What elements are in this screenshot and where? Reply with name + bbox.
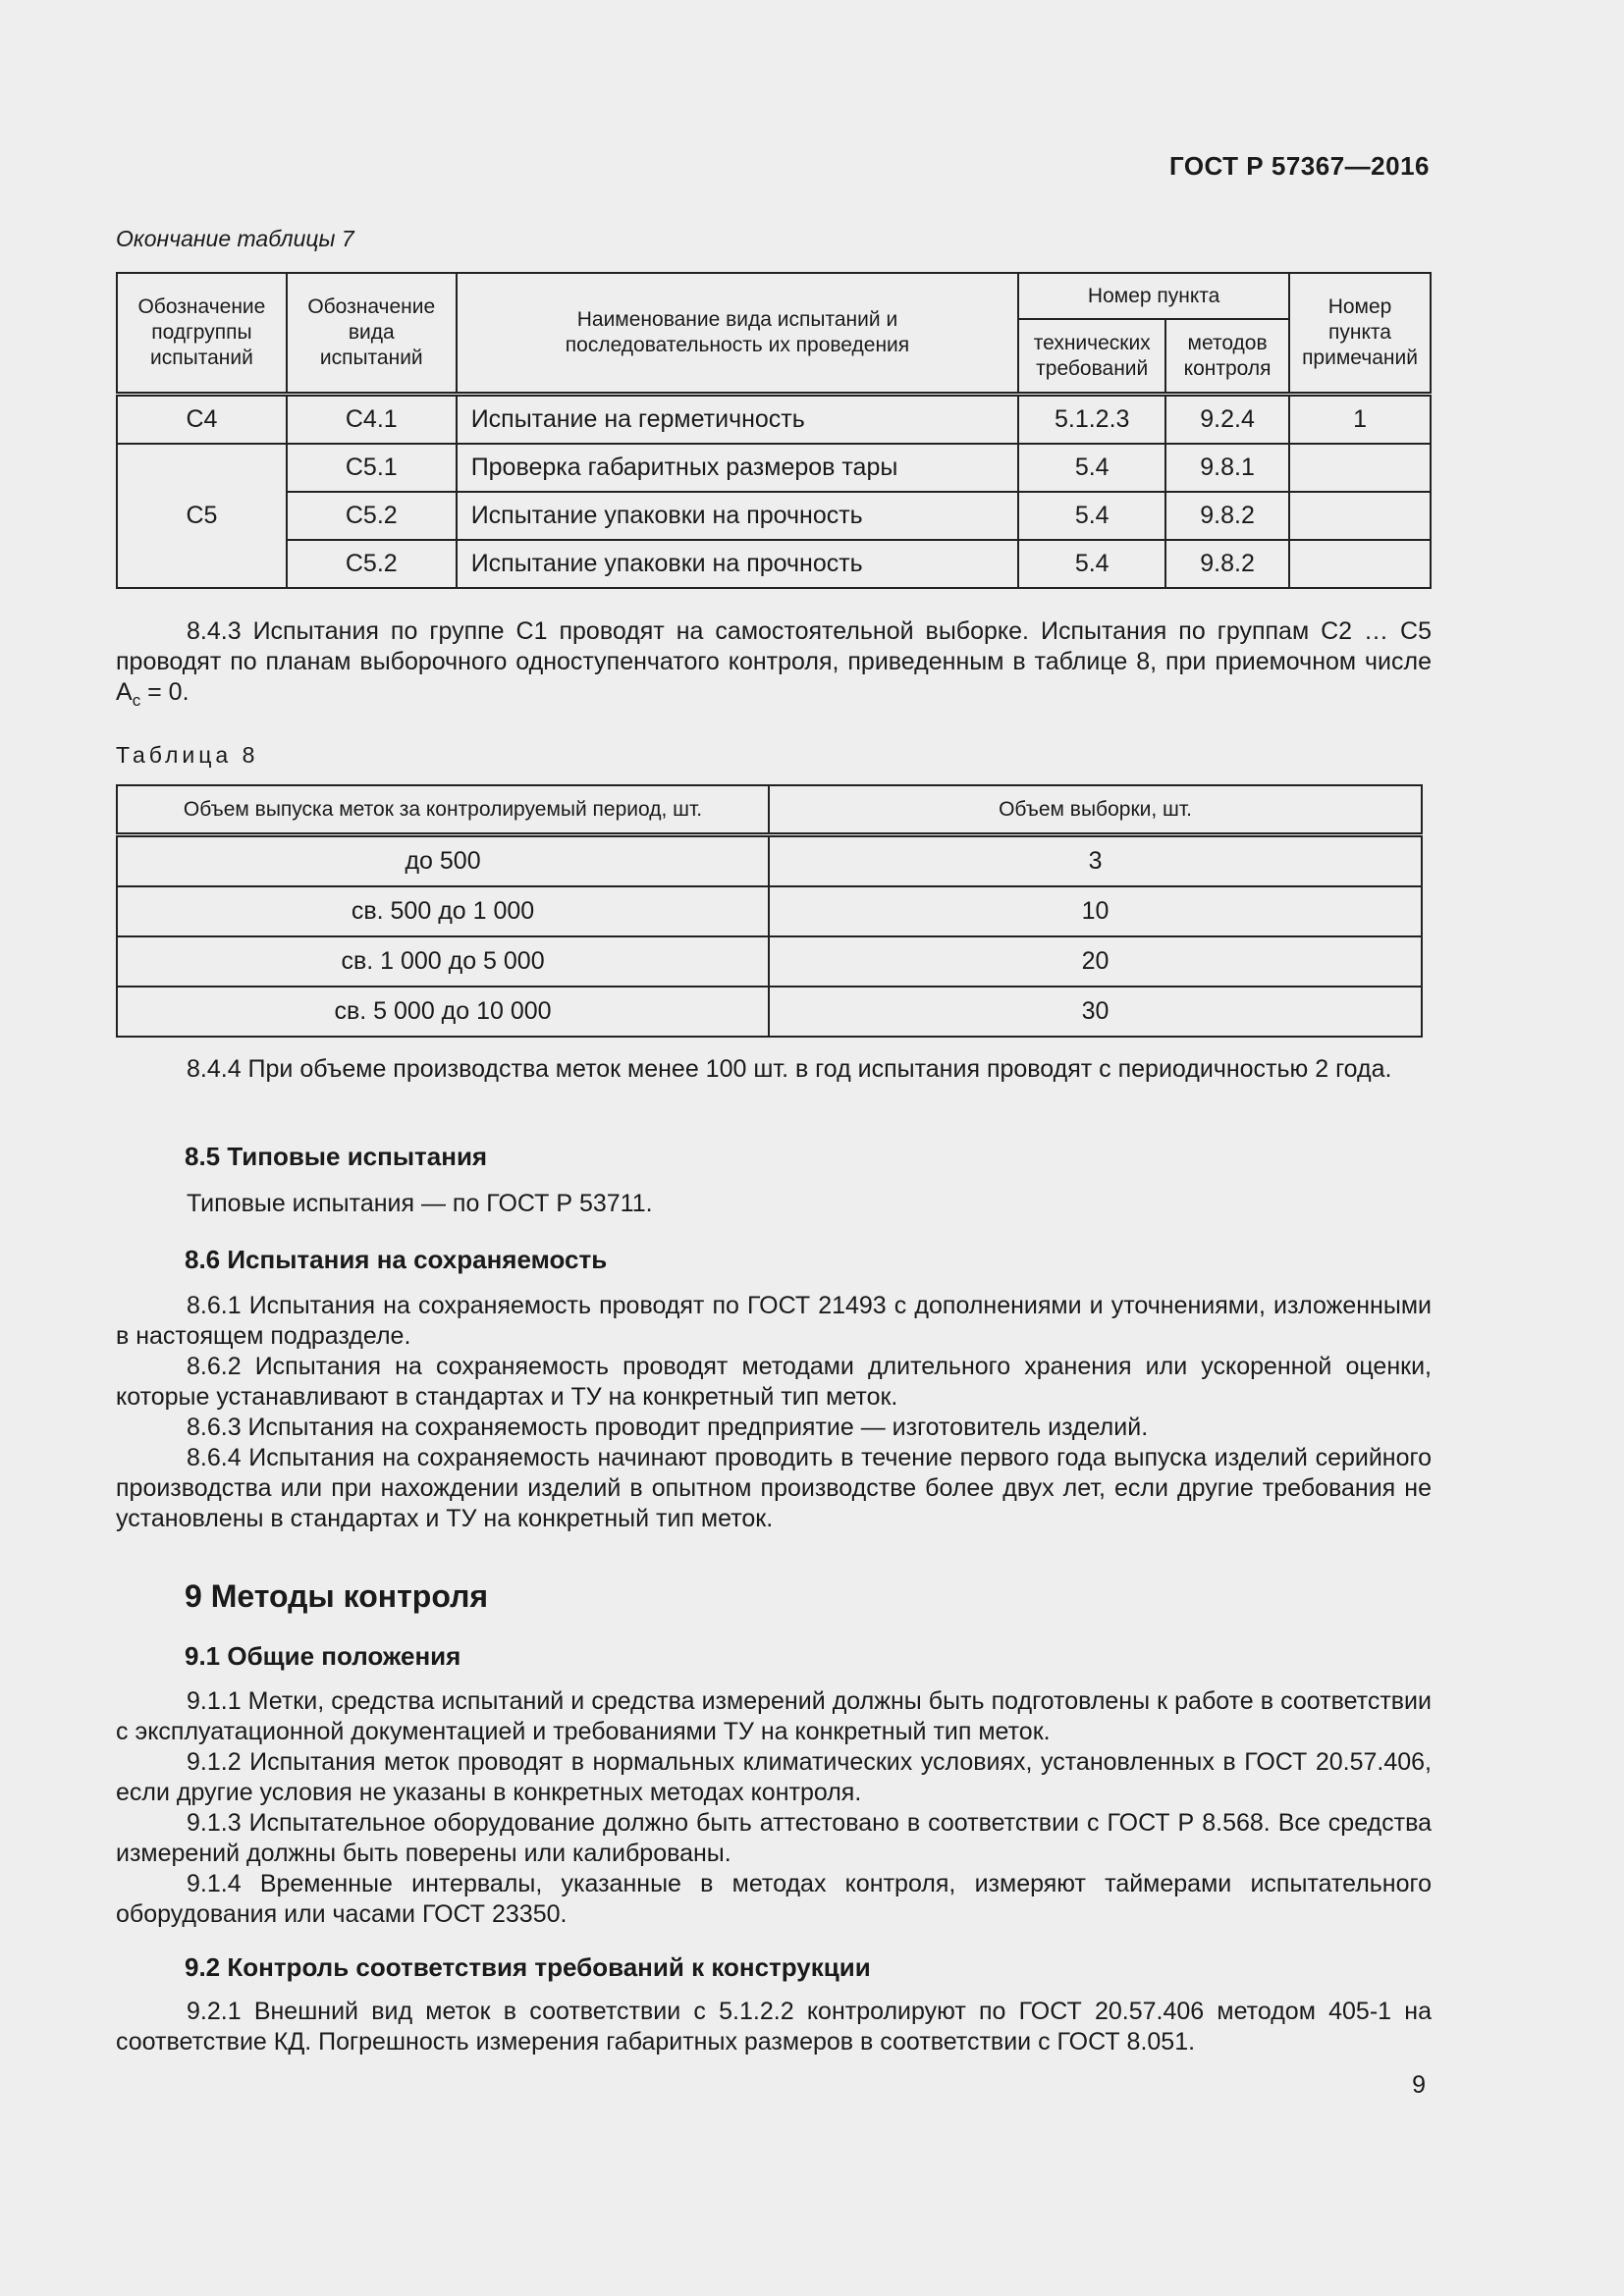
heading-9-1: 9.1 Общие положения [185, 1641, 461, 1671]
cell-tech: 5.1.2.3 [1018, 395, 1165, 445]
section-9-1-body [116, 1686, 1432, 1930]
paragraph-8-5: Типовые испытания — по ГОСТ Р 53711. [187, 1190, 653, 1217]
cell-method: 9.2.4 [1165, 395, 1289, 445]
header-item-number: Номер пункта [1018, 273, 1289, 319]
cell-tech: 5.4 [1018, 492, 1165, 540]
cell-volume: св. 1 000 до 5 000 [117, 936, 769, 987]
cell-name: Испытание упаковки на прочность [457, 540, 1019, 588]
table-7 [116, 272, 1432, 589]
paragraph-8-6-1: 8.6.1 Испытания на сохраняемость проводят по ГОСТ 21493 с дополнениями и уточнениями, изложенными в настоящем подразделе. [116, 1292, 1432, 1350]
section-8-6-body [116, 1291, 1432, 1534]
cell-note [1289, 492, 1431, 540]
cell-name: Испытание на герметичность [457, 395, 1019, 445]
cell-name: Испытание упаковки на прочность [457, 492, 1019, 540]
table-row [117, 835, 1422, 887]
table-row [117, 492, 1431, 540]
cell-sample: 20 [769, 936, 1422, 987]
table-row [117, 987, 1422, 1037]
paragraph-9-1-1: 9.1.1 Метки, средства испытаний и средства измерений должны быть подготовлены к работе в соответствии с эксплуатационной документацией и требованиями ТУ на конкретный тип меток. [116, 1687, 1432, 1745]
cell-type: С5.2 [287, 540, 457, 588]
cell-note: 1 [1289, 395, 1431, 445]
cell-tech: 5.4 [1018, 444, 1165, 492]
table-row [117, 936, 1422, 987]
cell-method: 9.8.2 [1165, 540, 1289, 588]
cell-tech: 5.4 [1018, 540, 1165, 588]
paragraph-8-4-3: 8.4.3 Испытания по группе С1 проводят на самостоятельной выборке. Испытания по группам С2 … С5 проводят по планам выборочного одноступенчатого контроля, приведенным в таблице 8, при приемочном числе $А_с = 0$. [116, 617, 1432, 710]
cell-note [1289, 540, 1431, 588]
page-number: 9 [1412, 2071, 1426, 2099]
header-subgroup: Обозначение подгруппы испытаний [117, 273, 287, 395]
paragraph-8-4-4: 8.4.4 При объеме производства меток менее 100 шт. в год испытания проводят с периодичностью 2 года. [187, 1055, 1392, 1083]
table-row [117, 395, 1431, 445]
cell-note [1289, 444, 1431, 492]
paragraph-8-6-4: 8.6.4 Испытания на сохраняемость начинают проводить в течение первого года выпуска изделий серийного производства или при нахождении изделий в опытном производстве более двух лет, если другие требования не установлены в стандартах и ТУ на конкретный тип меток. [116, 1444, 1432, 1532]
table-7-caption: Окончание таблицы 7 [116, 226, 354, 251]
heading-9: 9 Методы контроля [185, 1578, 489, 1614]
cell-sample: 10 [769, 886, 1422, 936]
cell-method: 9.8.2 [1165, 492, 1289, 540]
cell-volume: св. 500 до 1 000 [117, 886, 769, 936]
table-row [117, 444, 1431, 492]
header-control-methods: методов контроля [1165, 319, 1289, 395]
paragraph-8-6-3: 8.6.3 Испытания на сохраняемость проводит предприятие — изготовитель изделий. [187, 1414, 1149, 1441]
table-row [117, 886, 1422, 936]
heading-8-5: 8.5 Типовые испытания [185, 1142, 488, 1171]
document-header: ГОСТ Р 57367—2016 [1168, 151, 1430, 181]
header-volume: Объем выпуска меток за контролируемый период, шт. [117, 785, 769, 835]
cell-subgroup: С5 [117, 444, 287, 588]
heading-9-2: 9.2 Контроль соответствия требований к конструкции [185, 1952, 871, 1982]
cell-volume: до 500 [117, 835, 769, 887]
paragraph-8-6-2: 8.6.2 Испытания на сохраняемость проводят методами длительного хранения или ускоренной оценки, которые устанавливают в стандартах и ТУ на конкретный тип меток. [116, 1353, 1432, 1411]
cell-sample: 30 [769, 987, 1422, 1037]
table-8 [116, 784, 1423, 1038]
cell-type: С5.1 [287, 444, 457, 492]
table-8-caption: Таблица 8 [116, 742, 259, 768]
cell-type: С5.2 [287, 492, 457, 540]
cell-subgroup: С4 [117, 395, 287, 445]
paragraph-9-1-4: 9.1.4 Временные интервалы, указанные в методах контроля, измеряют таймерами испытательного оборудования или часами ГОСТ 23350. [116, 1870, 1432, 1928]
header-test-name: Наименование вида испытаний и последовательность их проведения [457, 273, 1019, 395]
cell-method: 9.8.1 [1165, 444, 1289, 492]
paragraph-9-1-3: 9.1.3 Испытательное оборудование должно быть аттестовано в соответствии с ГОСТ Р 8.568. Все средства измерений должны быть поверены или калиброваны. [116, 1809, 1432, 1867]
header-test-type: Обозначение вида испытаний [287, 273, 457, 395]
header-note-number: Номер пункта примечаний [1289, 273, 1431, 395]
paragraph-9-2-1: 9.2.1 Внешний вид меток в соответствии с 5.1.2.2 контролируют по ГОСТ 20.57.406 методом 405-1 на соответствие КД. Погрешность измерения габаритных размеров в соответствии с ГОСТ 8.051. [116, 1998, 1432, 2056]
heading-8-6: 8.6 Испытания на сохраняемость [185, 1245, 608, 1274]
header-sample: Объем выборки, шт. [769, 785, 1422, 835]
cell-type: С4.1 [287, 395, 457, 445]
cell-name: Проверка габаритных размеров тары [457, 444, 1019, 492]
paragraph-9-1-2: 9.1.2 Испытания меток проводят в нормальных климатических условиях, установленных в ГОСТ 20.57.406, если другие условия не указаны в конкретных методах контроля. [116, 1748, 1432, 1806]
table-row [117, 540, 1431, 588]
cell-volume: св. 5 000 до 10 000 [117, 987, 769, 1037]
header-tech-req: технических требований [1018, 319, 1165, 395]
cell-sample: 3 [769, 835, 1422, 887]
